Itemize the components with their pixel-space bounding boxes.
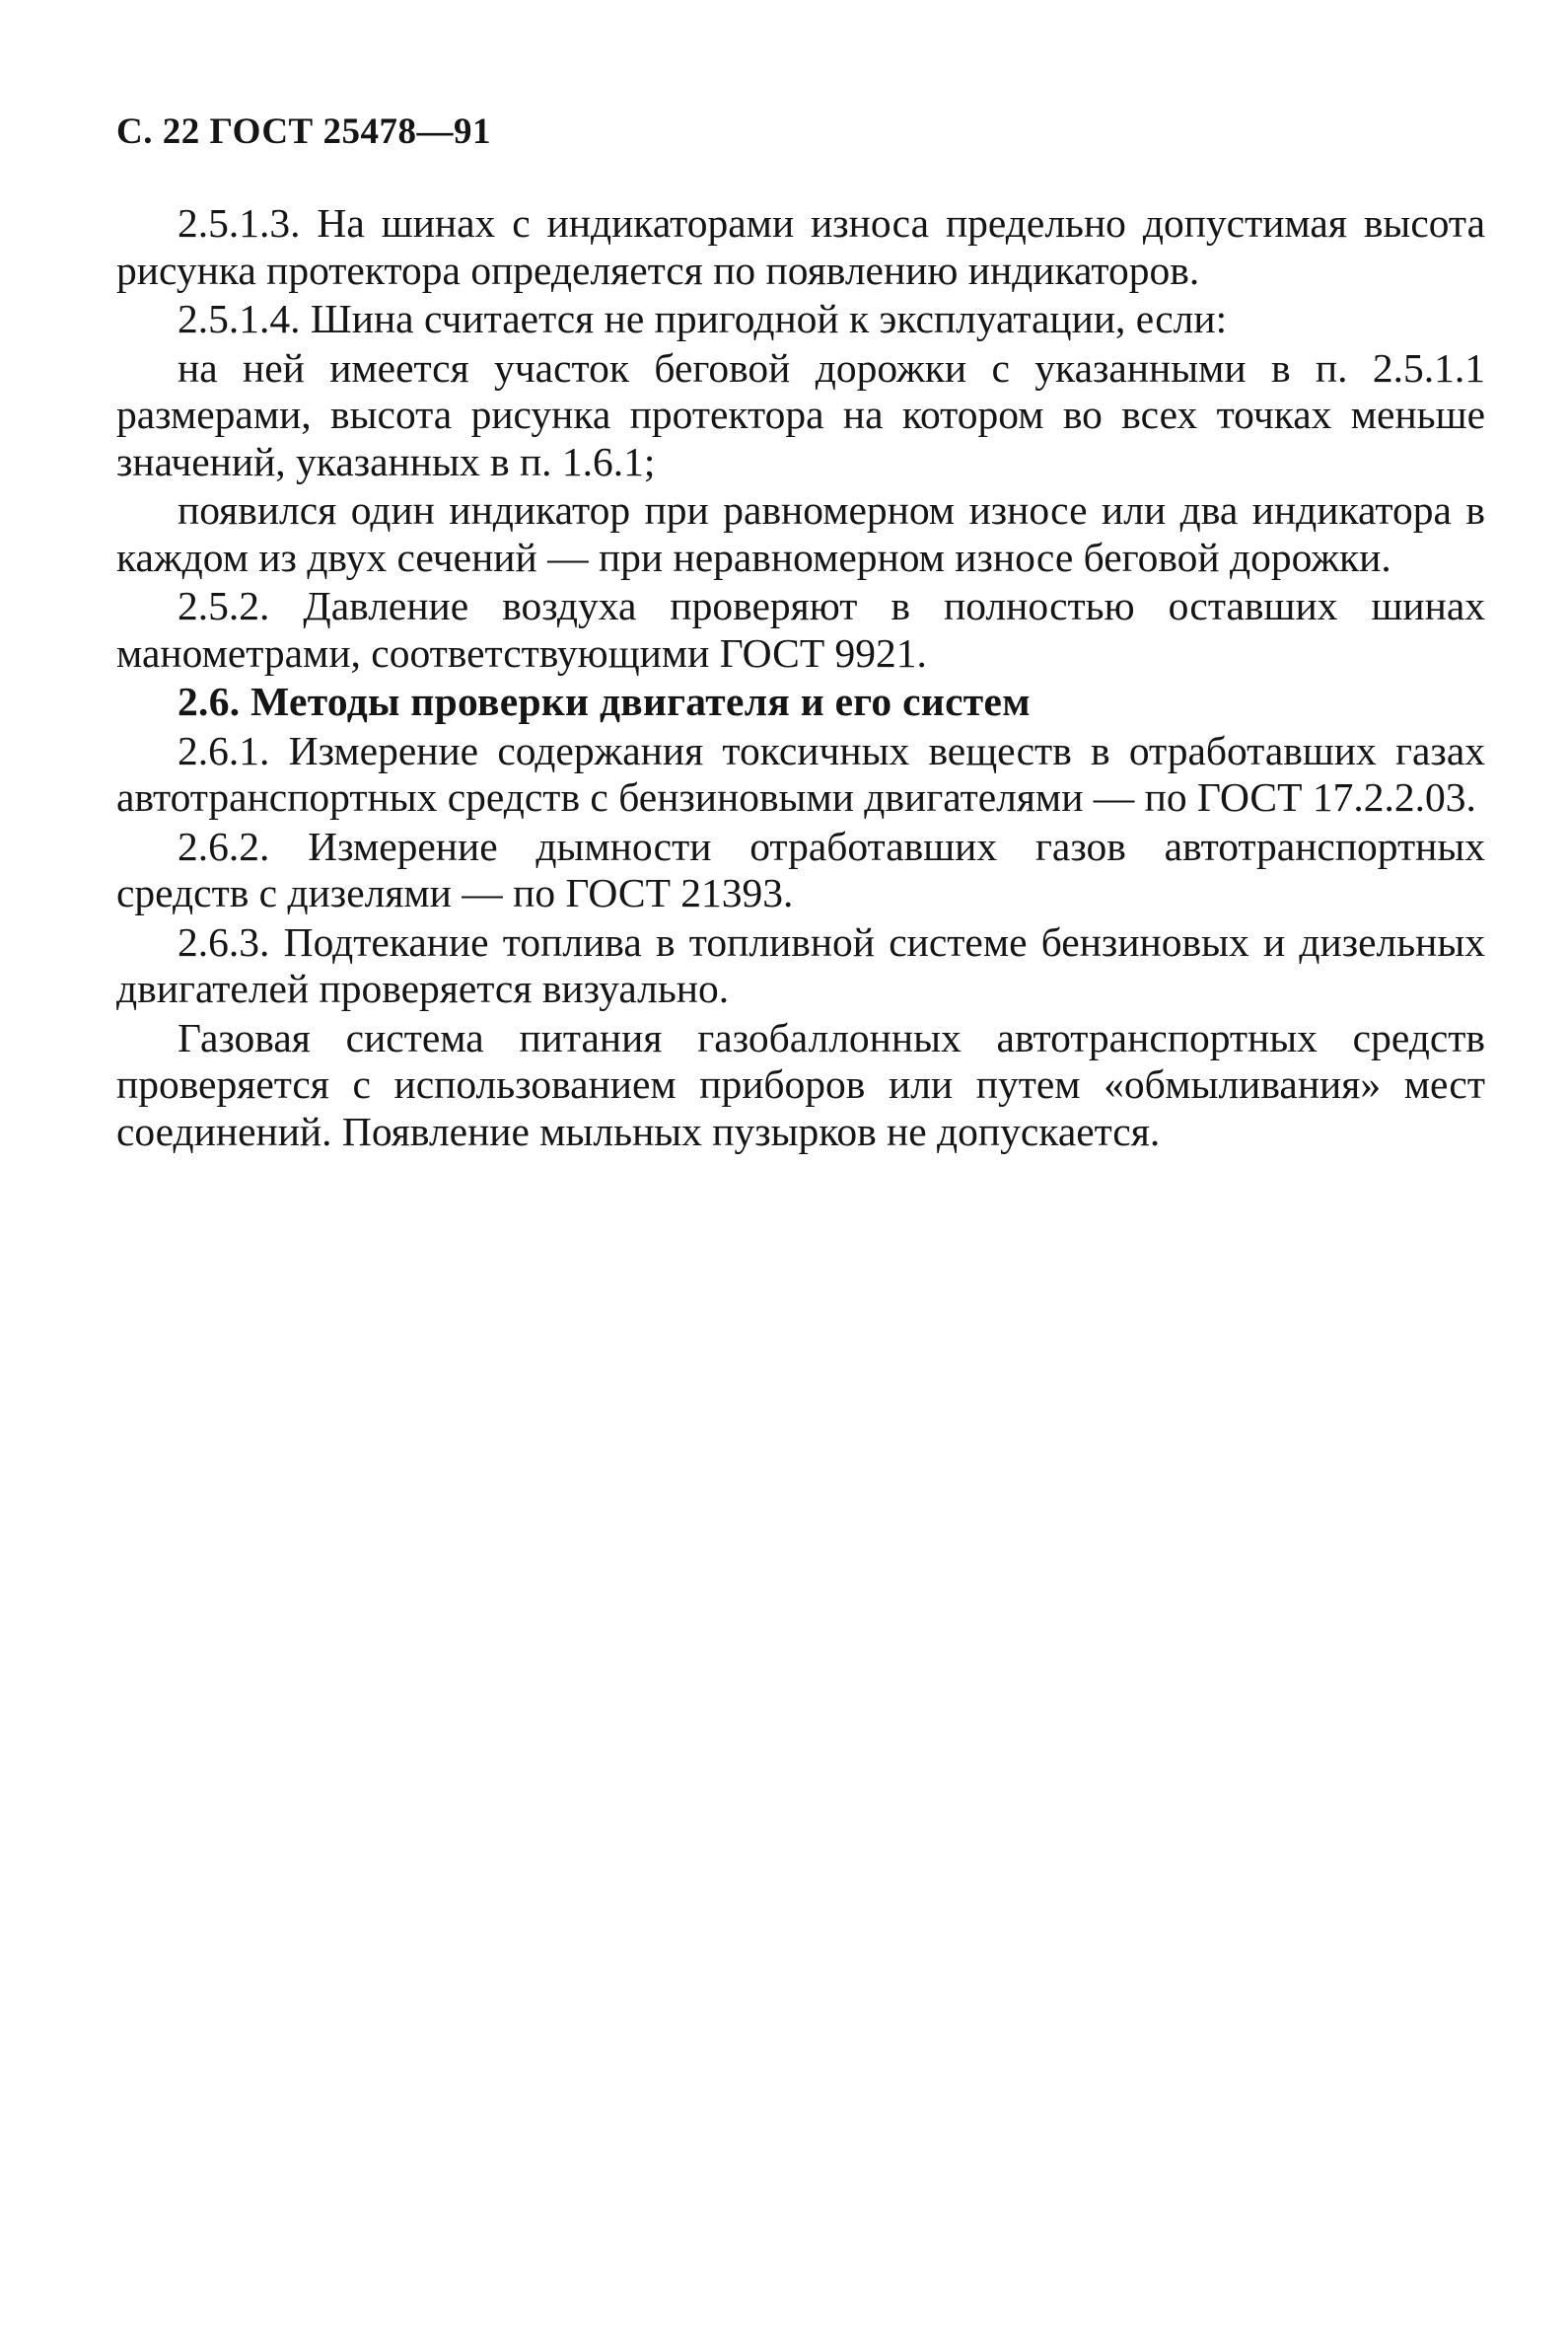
paragraph-2-5-2: 2.5.2. Давление воздуха проверяют в полностью оставших шинах манометрами, соответствующими ГОСТ 9921. <box>116 583 1485 676</box>
paragraph-2-6-3: 2.6.3. Подтекание топлива в топливной системе бензиновых и дизельных двигателей проверяется визуально. <box>116 918 1485 1011</box>
paragraph-2-6-2: 2.6.2. Измерение дымности отработавших газов автотранспортных средств с дизелями — по ГОСТ 21393. <box>116 823 1485 915</box>
paragraph-2-5-1-3: 2.5.1.3. На шинах с индикаторами износа предельно допустимая высота рисунка протектора определяется по появлению индикаторов. <box>116 200 1485 293</box>
paragraph-gas-system: Газовая система питания газобаллонных автотранспортных средств проверяется с использованием приборов или путем «обмыливания» мест соединений. Появление мыльных пузырков не допускается. <box>116 1014 1485 1154</box>
paragraph-2-6-1: 2.6.1. Измерение содержания токсичных веществ в отработавших газах автотранспортных средств с бензиновыми двигателями — по ГОСТ 17.2.2.03. <box>116 727 1485 820</box>
section-heading-2-6: 2.6. Методы проверки двигателя и его систем <box>178 679 1031 724</box>
page-header: С. 22 ГОСТ 25478—91 <box>116 111 491 152</box>
paragraph-condition-1: на ней имеется участок беговой дорожки с указанными в п. 2.5.1.1 размерами, высота рисунка протектора на котором во всех точках меньше значений, указанных в п. 1.6.1; <box>116 344 1485 484</box>
paragraph-2-5-1-4: 2.5.1.4. Шина считается не пригодной к эксплуатации, если: <box>178 296 1228 341</box>
document-body <box>116 200 1485 1157</box>
paragraph-condition-2: появился один индикатор при равномерном износе или два индикатора в каждом из двух сечений — при неравномерном износе беговой дорожки. <box>116 487 1485 580</box>
